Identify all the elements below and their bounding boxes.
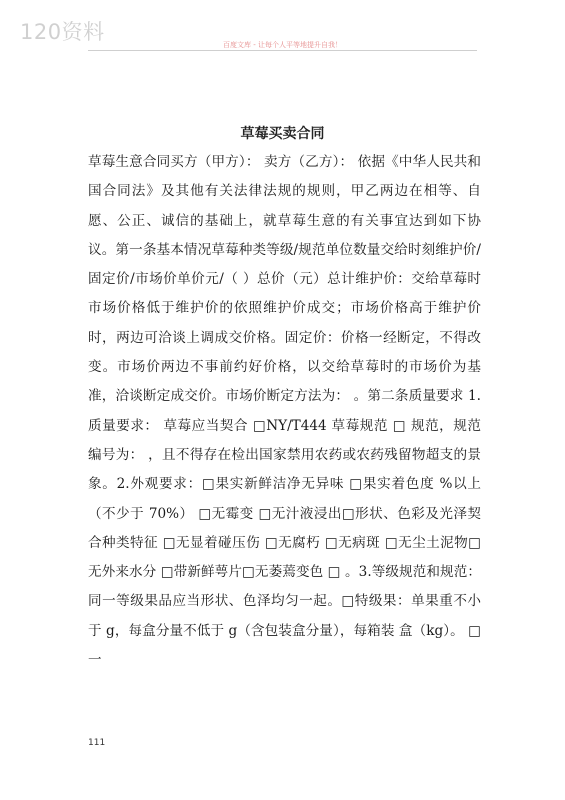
document-body: 草莓生意合同买方（甲方）： 卖方（乙方）： 依据《中华人民共和国合同法》及其他有关法律法规的规则，甲乙两边在相等、自愿、公正、诚信的基础上，就草莓生意的有关事宜达到如下协议。第一条基本情况草莓种类等级/规范单位数量交给时刻维护价/固定价/市场价单价元/（ ）总价（元）总计维护价：交给草莓时市场价格低于维护价的依照维护价成交；市场价格高于维护价时，两边可洽谈上调成交价格。固定价：价格一经断定，不得改变。市场价两边不事前约好价格，以交给草莓时的市场价为基准，洽谈断定成交价。市场价断定方法为： 。第二条质量要求 1.质量要求： 草莓应当契合 □NY/T444 草莓规范 □ 规范，规范编号为： ，且不得存在检出国家禁用农药或农药残留物超支的景象。2.外观要求：□果实新鲜洁净无异味 □果实着色度 %以上（不少于 70%） □无霉变 □无汁液浸出□形状、色彩及光泽契合种类特征 □无显着碰压伤 □无腐朽 □无病斑 □无尘土泥物□无外来水分 □带新鲜萼片□无萎蔫变色 □ 。3.等级规范和规范：同一等级果品应当形状、色泽均匀一起。□特级果：单果重不小于 g，每盒分量不低于 g（含包装盒分量），每箱装 盒（kg）。 □一: [88, 154, 481, 669]
header-divider: [88, 50, 477, 51]
header-text: 百度文库 - 让每个人平等地提升自我！: [223, 41, 342, 49]
page-number: 111: [88, 738, 106, 748]
document-title: 草莓买卖合同: [240, 126, 325, 142]
watermark-logo: 120资料: [20, 20, 105, 44]
